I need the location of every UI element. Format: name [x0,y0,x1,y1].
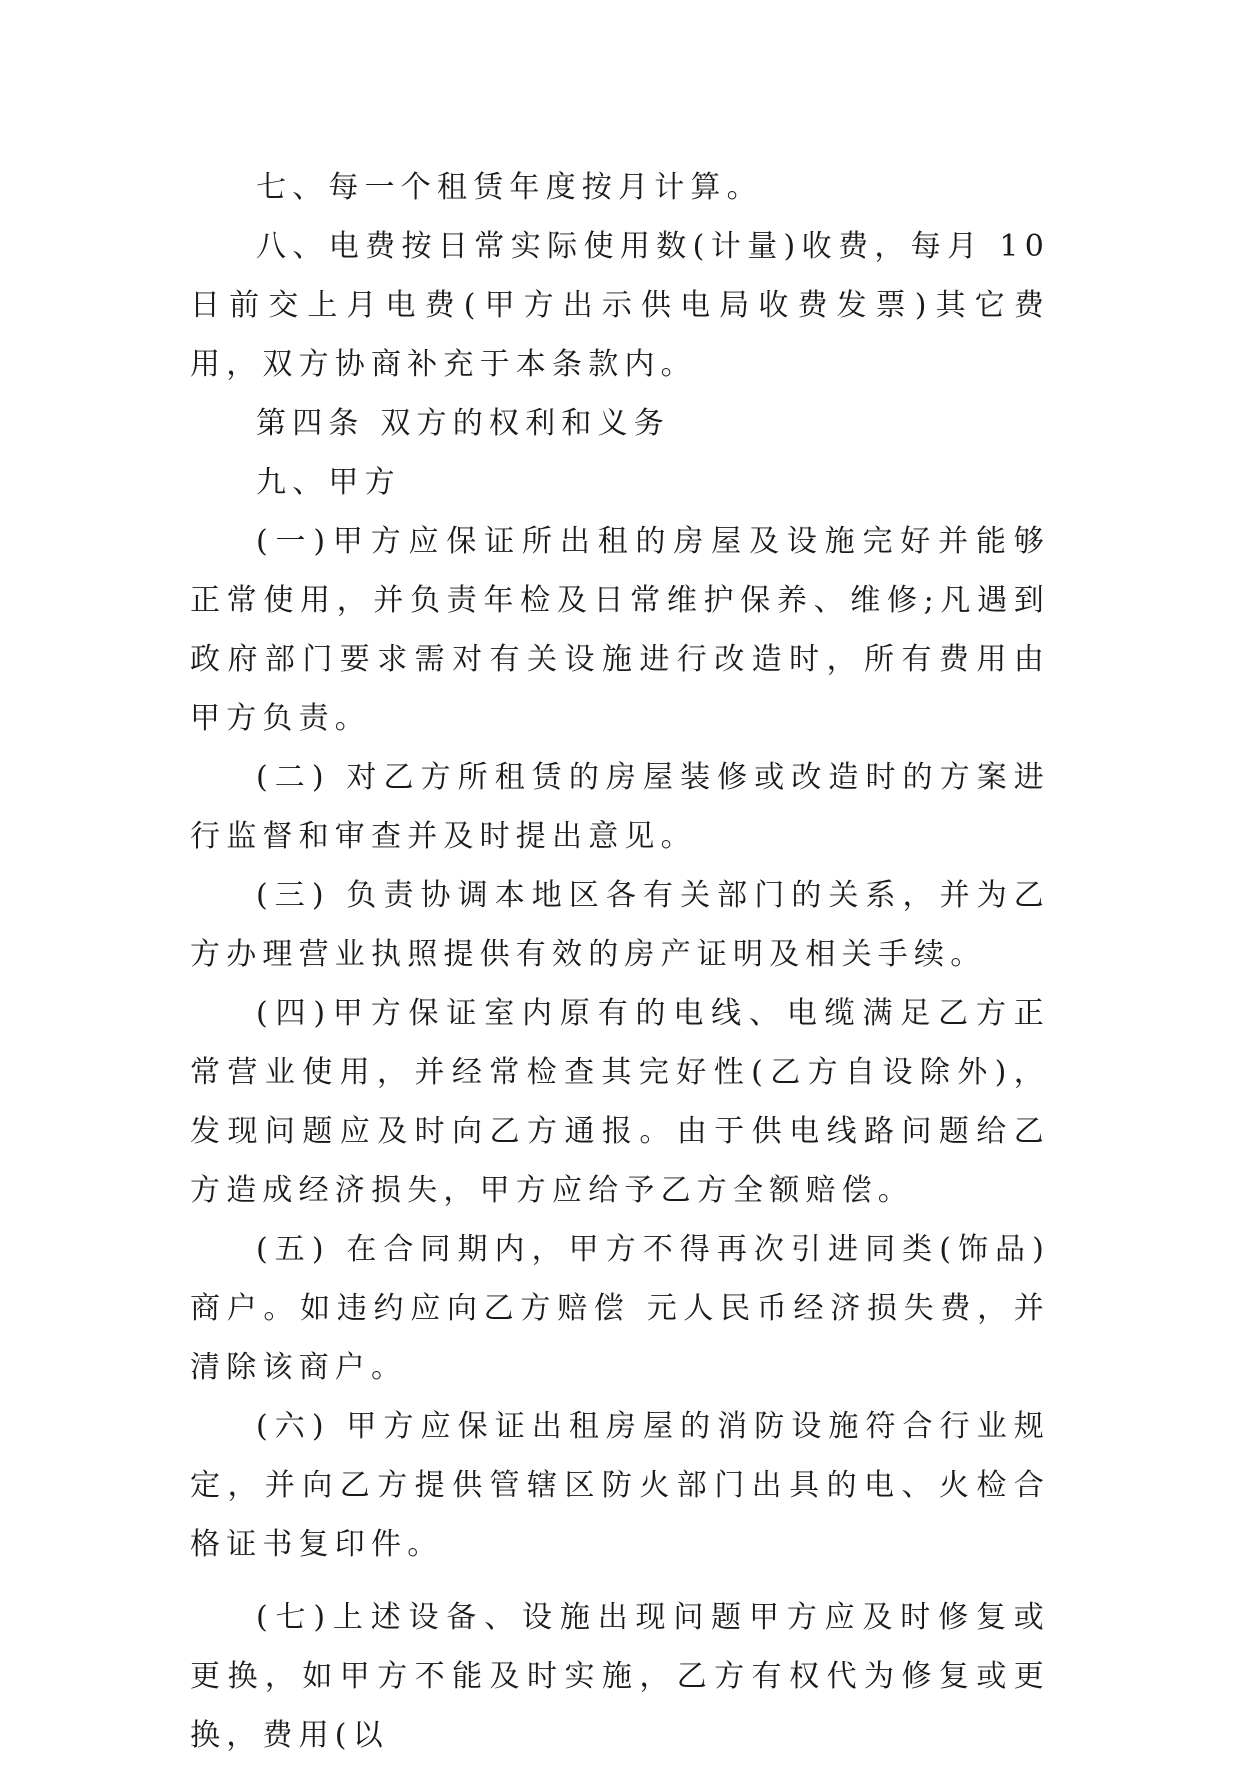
party-a-item-7: (七)上述设备、设施出现问题甲方应及时修复或更换，如甲方不能及时实施，乙方有权代为修复或更换，费用(以 [190,1600,1050,1753]
party-a-item-3: (三) 负责协调本地区各有关部门的关系，并为乙方办理营业执照提供有效的房产证明及相关手续。 [190,878,1050,972]
party-a-item-6: (六) 甲方应保证出租房屋的消防设施符合行业规定，并向乙方提供管辖区防火部门出具的电、火检合格证书复印件。 [190,1409,1050,1562]
party-a-item-5: (五) 在合同期内，甲方不得再次引进同类(饰品)商户。如违约应向乙方赔偿 元人民币经济损失费，并清除该商户。 [190,1232,1050,1385]
party-a-item-2: (二) 对乙方所租赁的房屋装修或改造时的方案进行监督和审查并及时提出意见。 [190,760,1050,854]
document-page [190,158,1050,1765]
clause-seven: 七、每一个租赁年度按月计算。 [256,170,763,205]
clause-nine-heading: 九、甲方 [256,465,401,500]
article-four-heading: 第四条 双方的权利和义务 [256,406,670,441]
party-a-item-4: (四)甲方保证室内原有的电线、电缆满足乙方正常营业使用，并经常检查其完好性(乙方自设除外)，发现问题应及时向乙方通报。由于供电线路问题给乙方造成经济损失，甲方应给予乙方全额赔偿。 [190,996,1050,1208]
party-a-item-1: (一)甲方应保证所出租的房屋及设施完好并能够正常使用，并负责年检及日常维护保养、维修;凡遇到政府部门要求需对有关设施进行改造时，所有费用由甲方负责。 [190,524,1050,736]
clause-eight: 八、电费按日常实际使用数(计量)收费，每月 10 日前交上月电费(甲方出示供电局收费发票)其它费用，双方协商补充于本条款内。 [190,229,1050,382]
